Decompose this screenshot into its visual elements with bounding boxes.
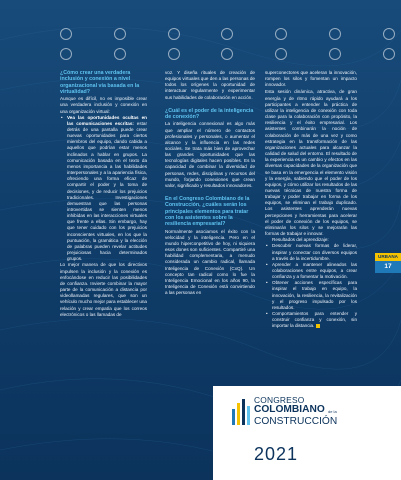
circle-decoration: [329, 28, 341, 40]
bullet-text: estar detrás de una pantalla puede crear nuevas oportunidades para ciertos miembros del equipo, dando cabida a aquellos que podrían estar menos inclinados a hablar en grupos. La comunicación basada en el texto da menos importancia a las habilidades interpersonales y a la apariencia física, ofreciendo una forma eficaz de compartir el poder y la toma de decisiones, y de reducir los prejuicios tradicionales. Investigaciones demuestran que las personas introvertidas se sienten menos inhibidas en las interacciones virtuales que frente a ellas. Sin embargo, hay que tener cuidado con los prejuicios inconscientes virtuales, en los que la puntuación, la gramática y la elección de palabras pueden revelar actitudes prejuiciosas hacia determinados grupos.: [67, 120, 147, 262]
section-tab: [375, 253, 401, 273]
decorative-circles-second: [60, 48, 395, 62]
congress-logo: [232, 395, 392, 475]
page-number: 17: [375, 261, 401, 273]
outcome-bullet: • Descubrir nuevas formas de liderar, inspirar y conectar con diversos equipos a través de la incertidumbre.: [265, 243, 357, 261]
article-column-2: [165, 70, 255, 296]
logo-line-2-small: de la: [328, 409, 337, 414]
circle-decoration: [383, 48, 395, 60]
bullet-paragraph: [60, 115, 147, 263]
section-heading: ¿Cómo crear una verdadera inclusión y conexión a nivel organizacional vía basada en la virtualidad?: [60, 70, 140, 95]
body-paragraph: voz. Y diseña rituales de creación de equipos virtuales que den a las personas de todos los orígenes la oportunidad de interactuar regularmente y experimentar sus habilidades de colaboración en acción.: [165, 70, 255, 100]
decorative-circles-top: [60, 28, 395, 42]
logo-year: 2021: [254, 444, 299, 464]
outcome-bullet: • Obtener acciones específicas para inspirar el trabajo en equipo, la innovación, la resiliencia, la revitalización y el progreso impulsado por los resultados.: [265, 280, 357, 311]
body-paragraph: La inteligencia connexional es algo más que ampliar el número de contactos profesionales y personales, o aumentar el alcance y la influencia en las redes sociales. Se trata más bien de aprovechar las grandes oportunidades que las tecnologías digitales hacen posibles. Es la capacidad de combinar la diversidad de personas, redes, disciplinas y recursos del mundo, forjando conexiones que crean valor, significado y resultados innovadores.: [165, 121, 255, 188]
bullet-lead: Vea las oportunidades ocultas en las comunicaciones escritas:: [67, 114, 147, 126]
logo-bars-icon: [232, 399, 250, 425]
circle-decoration: [60, 48, 72, 60]
body-paragraph: Lo mejor manera de que los directivos impulsen la inclusión y la conexión es enfocándose en reducir las posibilidades de confianza. Invierte combinar la mayor parte de la comunicación a distancia por videollamadas regulares, que son un vehículo mucho mejor para establecer una relación y crear empatía que los correos electrónicos o las llamadas de: [60, 262, 147, 317]
article-column-1: [60, 70, 147, 318]
section-heading: ¿Cuál es el poder de la inteligencia de conexión?: [165, 107, 254, 121]
circle-decoration: [114, 28, 126, 40]
circle-decoration: [168, 48, 180, 60]
article-column-3: [265, 70, 357, 330]
logo-line-3: CONSTRUCCIÓN: [254, 416, 338, 427]
body-paragraph: Esta sesión dinámica, atractiva, de gran energía y de ritmo rápido ayudará a los participantes a entender la práctica de utilizar la inteligencia de conexión con toda clase para la colaboración con propósito, la resiliencia y el éxito empresarial. Los asistentes combinarán la noción de colaboración de más de una vez y como estrategia en la transformación de las organizaciones actuales para alcanzar la calidad de salud del entorno. El resultado de la experiencia es un cambio y efectos en las diversas capacidades de la organización que se basa en la emergencia el elemento visión y la energía, sabiendo que el poder de los equipos, y cómo utilizar los resultados de las nuevas técnicas de nuestra forma de trabajar y poder trabajar en forma de los equipos, se eliminan el trabajo duplicado. Los asistentes aprenderán nuevas percepciones y herramientas para acelerar el poder de conexión de los equipos, se eliminarán los silos y se mejorarán las formas de trabajar e innovar.: [265, 89, 357, 237]
circle-decoration: [114, 48, 126, 60]
circle-decoration: [329, 48, 341, 60]
circle-decoration: [221, 28, 233, 40]
end-mark-icon: [316, 324, 320, 328]
circle-decoration: [383, 28, 395, 40]
section-heading: En el Congreso Colombiano de la Construcción, ¿cuáles serán los principales elementos para tratar con los asistentes sobre la resiliencia empresarial?: [165, 196, 250, 228]
logo-line-2: COLOMBIANO: [254, 404, 325, 415]
body-paragraph: superconectores que aceleran la innovación, rompen los silos y fomentan un impacto innovador.: [265, 70, 357, 88]
circle-decoration: [275, 48, 287, 60]
circle-decoration: [221, 48, 233, 60]
circle-decoration: [275, 28, 287, 40]
body-paragraph: Normalmente asociamos el éxito con la velocidad y la inteligencia. Pero en el mundo hiperconpetitivo de hoy, ni siquiera esos dones son suficientes. Compartiré una habilidad complementaria, a menudo considerada un cambio radical, llamada Inteligencia de Conexión (CxQ). Un concepto tan radical como lo fue la Inteligencia Emocional en los años 90, la Inteligencia de Conexión está convirtiendo a las personas en: [165, 228, 255, 296]
circle-decoration: [60, 28, 72, 40]
logo-line-1: CONGRESO: [254, 395, 305, 405]
outcome-bullet-text: Comportamientos para entender y construir confianza y conexión, sin importar la distancia.: [272, 311, 357, 329]
circle-decoration: [168, 28, 180, 40]
outcome-bullet: • Aprender a mantener alineados las colaboraciones entre equipos, a crear confianza y a fomentar la motivación.: [265, 262, 357, 280]
outcomes-label: Resultados del aprendizaje:: [272, 237, 329, 243]
section-tab-label: URBANA: [375, 253, 401, 261]
intro-paragraph: Aunque es difícil, no es imposible crear una verdadera inclusión y conexión en una organización virtual:: [60, 96, 147, 114]
outcome-bullet: [265, 311, 357, 329]
